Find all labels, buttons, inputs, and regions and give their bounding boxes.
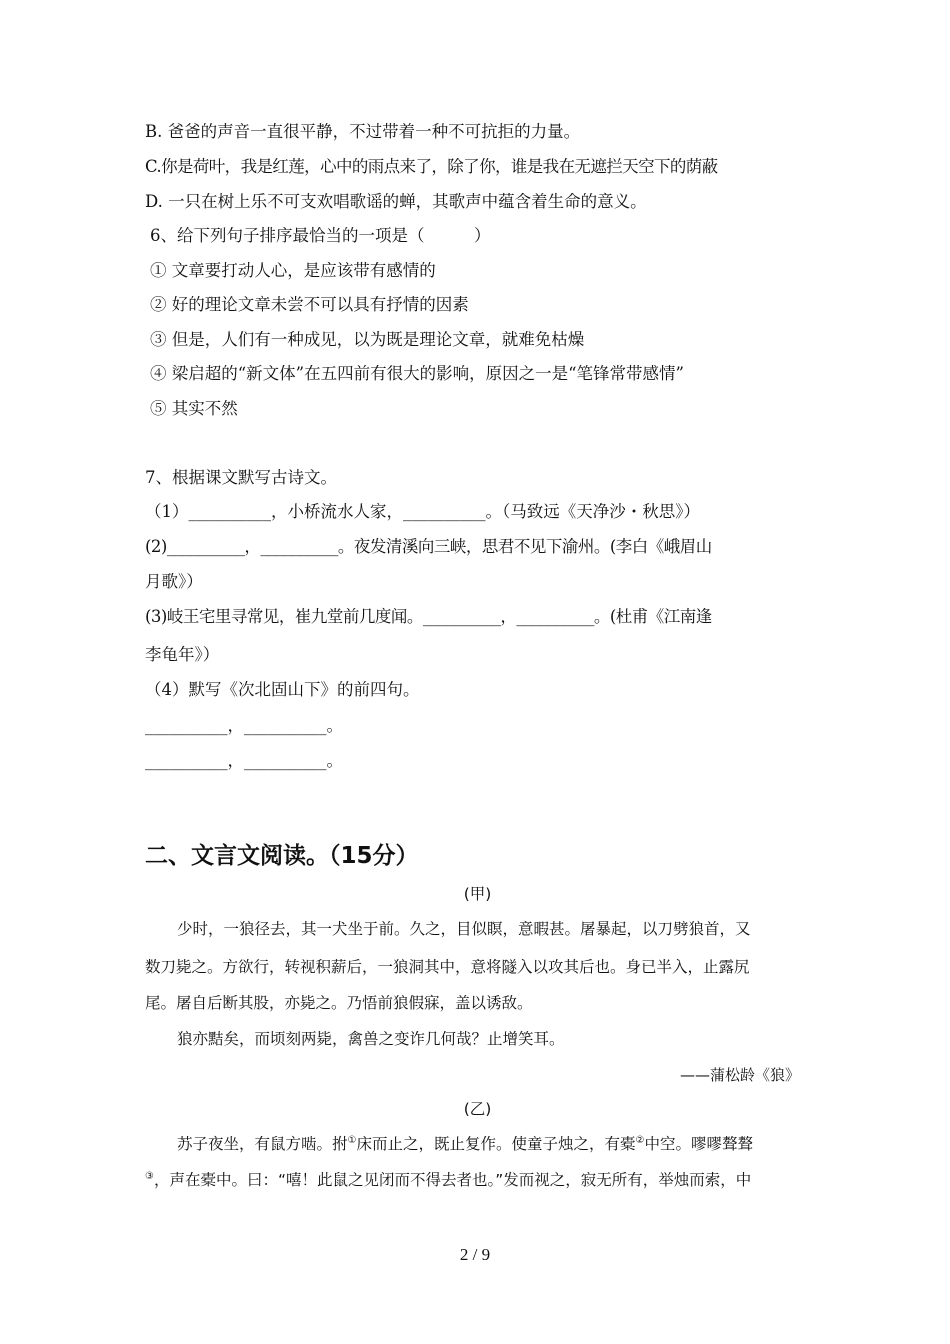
q7-part-3-line-1: (3)岐王宅里寻常见，崔九堂前几度闻。__________，__________。(杜甫《江南逢 (145, 607, 712, 626)
footnote-marker-1: ① (347, 1134, 357, 1146)
q6-item-1: ① 文章要打动人心，是应该带有感情的 (150, 261, 436, 280)
q7-part-1: （1）__________，小桥流水人家，__________。（马致远《天净沙・秋思》） (145, 502, 700, 521)
q5-option-c: C.你是荷叶，我是红莲，心中的雨点来了，除了你，谁是我在无遮拦天空下的荫蔽 (145, 157, 718, 176)
q7-stem: 7、根据课文默写古诗文。 (145, 468, 337, 487)
q6-item-5: ⑤ 其实不然 (150, 399, 238, 418)
q6-item-3: ③ 但是，人们有一种成见，以为既是理论文章，就难免枯燥 (150, 330, 585, 349)
passage-yi-label: (乙) (463, 1100, 492, 1118)
q6-stem: 6、给下列句子排序最恰当的一项是（ ） (150, 226, 491, 245)
answer-blank-line-1: __________，__________。 (145, 716, 343, 735)
passage-jia-line-3: 尾。屠自后断其股，亦毙之。乃悟前狼假寐，盖以诱敌。 (145, 994, 533, 1012)
q6-item-4: ④ 梁启超的“新文体”在五四前有很大的影响，原因之一是“笔锋常带感情” (150, 364, 684, 383)
q7-part-4: （4）默写《次北固山下》的前四句。 (145, 680, 420, 699)
q5-option-d: D. 一只在树上乐不可支欢唱歌谣的蝉，其歌声中蕴含着生命的意义。 (145, 192, 647, 211)
answer-blank-line-2: __________，__________。 (145, 751, 343, 770)
passage-yi-text: 中空。嘐嘐聱聱 (644, 1135, 753, 1153)
q7-part-3-line-2: 李龟年》） (145, 645, 220, 664)
q5-option-b: B. 爸爸的声音一直很平静，不过带着一种不可抗拒的力量。 (145, 122, 581, 141)
page-number: 2 / 9 (459, 1245, 491, 1264)
passage-jia-line-4: 狼亦黠矣，而顷刻两毙，禽兽之变诈几何哉？止增笑耳。 (177, 1030, 565, 1048)
passage-jia-source: ——蒲松龄《狼》 (679, 1066, 800, 1084)
passage-yi-text: 床而止之，既止复作。使童子烛之，有橐 (356, 1135, 636, 1153)
passage-yi-text: 苏子夜坐，有鼠方啮。拊 (177, 1135, 348, 1153)
passage-jia-line-2: 数刀毙之。方欲行，转视积薪后，一狼洞其中，意将隧入以攻其后也。身已半入，止露尻 (145, 958, 750, 976)
passage-yi-line-2 (145, 1169, 810, 1191)
passage-jia-line-1: 少时，一狼径去，其一犬坐于前。久之，目似瞑，意暇甚。屠暴起，以刀劈狼首，又 (177, 920, 751, 938)
passage-jia-label: (甲) (463, 885, 492, 903)
q6-item-2: ② 好的理论文章未尝不可以具有抒情的因素 (150, 295, 469, 314)
q7-part-2-line-2: 月歌》） (145, 572, 203, 591)
passage-yi-line-1 (177, 1133, 810, 1155)
q7-part-2-line-1: (2)__________，__________。夜发清溪向三峡，思君不见下渝州。(李白《峨眉山 (145, 537, 712, 556)
section-title: 二、文言文阅读。（15分） (145, 843, 419, 869)
passage-yi-text: ，声在橐中。曰：“嘻！此鼠之见闭而不得去者也。”发而视之，寂无所有，举烛而索，中 (153, 1171, 752, 1189)
footnote-marker-2: ② (635, 1134, 645, 1146)
footnote-marker-3: ③ (145, 1170, 154, 1182)
